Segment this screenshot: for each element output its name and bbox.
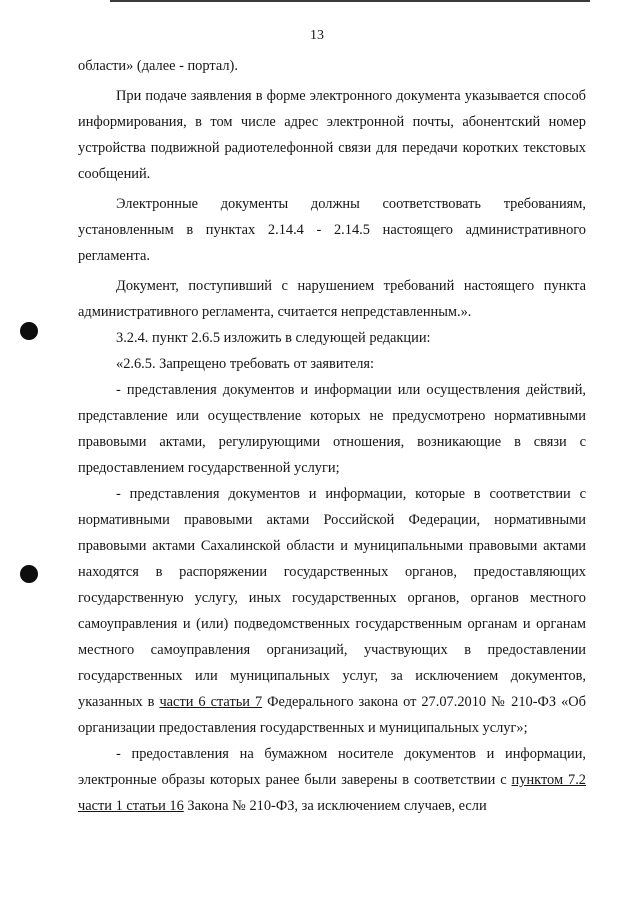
- paragraph: [78, 741, 586, 819]
- document-body: [78, 53, 586, 819]
- paragraph-text: Федерального закона от 27.07.2010 № 210-ФЗ «Об организации предоставления государственных и муниципальных услуг»;: [78, 694, 586, 736]
- paragraph-text: Закона № 210-ФЗ, за исключением случаев, если: [183, 798, 487, 814]
- paragraph: 3.2.4. пункт 2.6.5 изложить в следующей редакции:: [116, 330, 431, 346]
- punch-hole-mark: [20, 322, 38, 340]
- paragraph: При подаче заявления в форме электронного документа указывается способ информирования, в том числе адрес электронной почты, абонентский номер устройства подвижной радиотелефонной связи для передачи коротких текстовых сообщений.: [78, 88, 586, 182]
- paragraph: «2.6.5. Запрещено требовать от заявителя:: [116, 356, 375, 372]
- paragraph: - представления документов и информации или осуществления действий, представление или осуществление которых не предусмотрено нормативными правовыми актами, регулирующими отношения, возникающие в связи с предоставлением государственной услуги;: [78, 382, 586, 476]
- paragraph: области» (далее - портал).: [78, 58, 238, 74]
- page-number: 13: [310, 28, 324, 43]
- paragraph-text: - представления документов и информации, которые в соответствии с нормативными правовыми актами Российской Федерации, нормативными правовыми актами Сахалинской области и муниципальными правовыми актами находятся в распоряжении государственных органов, предоставляющих государственную услугу, иных государственных органов, органов местного самоуправления и (или) подведомственных государственным органам и органам местного самоуправления организаций, участвующих в предоставлении государственных или муниципальных услуг, за исключением документов, указанных в: [78, 486, 586, 710]
- paragraph: Электронные документы должны соответствовать требованиям, установленным в пунктах 2.14.4 - 2.14.5 настоящего административного регламента.: [78, 196, 586, 264]
- law-reference-link[interactable]: пунктом 7.2 части 1 статьи 16: [78, 772, 586, 814]
- law-reference-link[interactable]: части 6 статьи 7: [159, 694, 263, 710]
- punch-hole-mark: [20, 565, 38, 583]
- paragraph: Документ, поступивший с нарушением требований настоящего пункта административного регламента, считается непредставленным.».: [78, 278, 586, 320]
- scan-top-edge: [110, 0, 590, 2]
- paragraph-text: - предоставления на бумажном носителе документов и информации, электронные образы которых ранее были заверены в соответствии с: [78, 746, 586, 788]
- paragraph: [78, 481, 586, 741]
